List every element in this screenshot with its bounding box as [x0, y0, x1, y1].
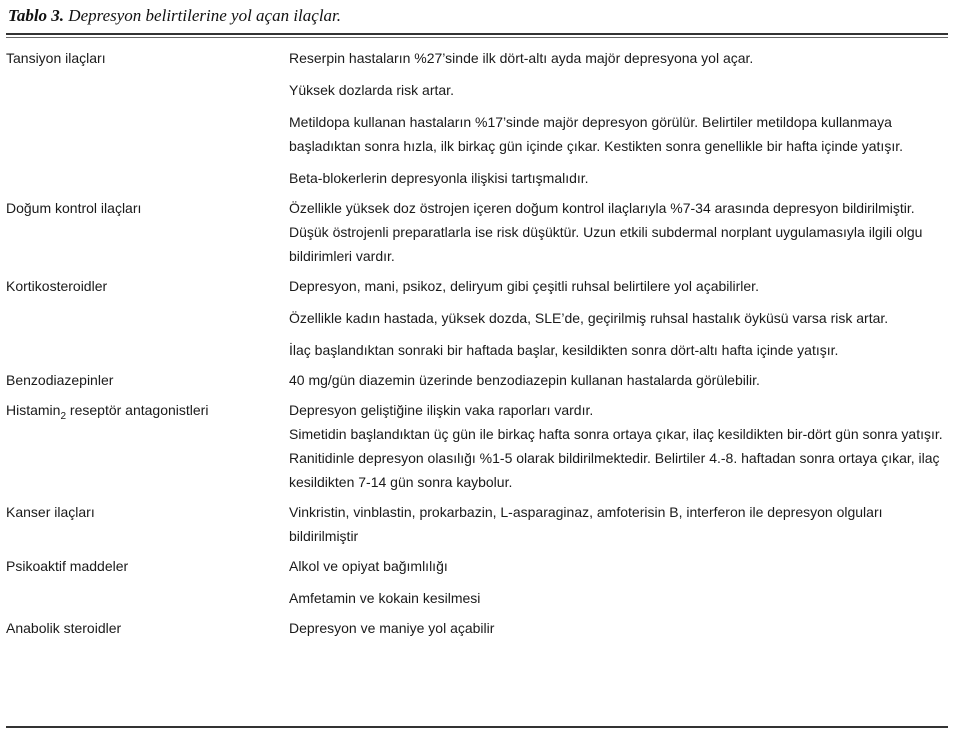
table-caption	[8, 6, 341, 26]
description-cell	[289, 368, 948, 398]
description-text: Beta-blokerlerin depresyonla ilişkisi tartışmalıdır.	[289, 170, 589, 186]
description-cell	[289, 274, 948, 368]
category-cell: Psikoaktif maddeler	[6, 558, 129, 574]
description-cell	[289, 196, 948, 274]
category-text: reseptör antagonistleri	[66, 402, 209, 418]
table-number: Tablo 3.	[8, 6, 65, 25]
description-text: Metildopa kullanan hastaların %17’sinde majör depresyon görülür. Belirtiler metildopa kullanmaya başladıktan sonra hızla, ilk birkaç gün içinde çıkar. Kestikten sonra genellikle bir hafta içinde yatışır.	[289, 114, 903, 154]
description-cell	[289, 616, 948, 646]
top-rule-thin	[6, 37, 948, 38]
table-row	[6, 398, 948, 500]
category-cell: Kanser ilaçları	[6, 504, 95, 520]
category-cell: Anabolik steroidler	[6, 620, 122, 636]
description-text: Ranitidinle depresyon olasılığı %1-5 olarak bildirilmektedir. Belirtiler 4.-8. haftadan sonra ortaya çıkar, ilaç kesildikten 7-14 gün sonra kaybolur.	[289, 450, 940, 490]
table-row	[6, 616, 948, 646]
description-text: Özellikle kadın hastada, yüksek dozda, SLE’de, geçirilmiş ruhsal hastalık öyküsü varsa risk artar.	[289, 310, 889, 326]
description-text: İlaç başlandıktan sonraki bir haftada başlar, kesildikten sonra dört-altı hafta içinde yatışır.	[289, 342, 839, 358]
description-text: Özellikle yüksek doz östrojen içeren doğum kontrol ilaçlarıyla %7-34 arasında depresyon bildirilmiştir. Düşük östrojenli preparatlarla ise risk düşüktür. Uzun etkili subdermal norplant uygulamasıyla ilgili olgu bildirimleri vardır.	[289, 200, 923, 264]
description-text: Alkol ve opiyat bağımlılığı	[289, 558, 448, 574]
category-subscript: 2	[60, 410, 67, 422]
description-cell	[289, 46, 948, 196]
category-cell: Benzodiazepinler	[6, 372, 114, 388]
description-text: 40 mg/gün diazemin üzerinde benzodiazepin kullanan hastalarda görülebilir.	[289, 372, 760, 388]
description-cell	[289, 500, 948, 554]
category-cell	[6, 398, 289, 500]
description-text: Reserpin hastaların %27’sinde ilk dört-altı ayda majör depresyona yol açar.	[289, 50, 754, 66]
drug-table	[6, 46, 948, 646]
table-title: Depresyon belirtilerine yol açan ilaçlar.	[68, 6, 342, 25]
description-text: Vinkristin, vinblastin, prokarbazin, L-asparaginaz, amfoterisin B, interferon ile depresyon olguları bildirilmiştir	[289, 504, 883, 544]
table-row	[6, 196, 948, 274]
description-text: Yüksek dozlarda risk artar.	[289, 82, 454, 98]
category-cell: Tansiyon ilaçları	[6, 50, 106, 66]
description-cell	[289, 554, 948, 616]
category-text: Histamin	[6, 402, 61, 418]
top-rule	[6, 33, 948, 35]
table-row	[6, 500, 948, 554]
bottom-rule	[6, 726, 948, 728]
description-cell	[289, 398, 948, 500]
description-text: Simetidin başlandıktan üç gün ile birkaç hafta sonra ortaya çıkar, ilaç kesildikten bir-dört gün sonra yatışır.	[289, 426, 943, 442]
category-cell: Doğum kontrol ilaçları	[6, 200, 142, 216]
description-text: Depresyon geliştiğine ilişkin vaka raporları vardır.	[289, 402, 594, 418]
table-row	[6, 274, 948, 368]
description-text: Depresyon, mani, psikoz, deliryum gibi çeşitli ruhsal belirtilere yol açabilirler.	[289, 278, 759, 294]
table-row	[6, 368, 948, 398]
description-text: Amfetamin ve kokain kesilmesi	[289, 590, 481, 606]
description-text: Depresyon ve maniye yol açabilir	[289, 620, 495, 636]
table-row	[6, 46, 948, 196]
category-cell: Kortikosteroidler	[6, 278, 108, 294]
table-row	[6, 554, 948, 616]
